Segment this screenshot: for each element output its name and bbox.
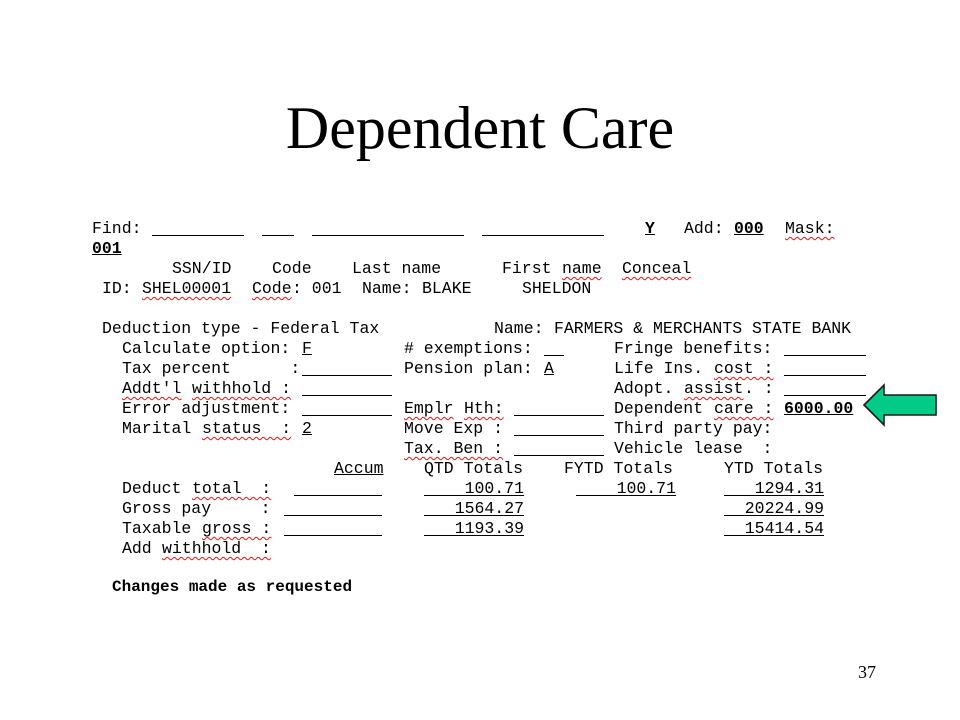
- deduction-type: Deduction type - Federal Tax: [102, 319, 380, 338]
- gross-pay-accum-field[interactable]: [284, 515, 382, 516]
- taxable-label: Taxable: [122, 519, 192, 538]
- marital-label: Marital: [122, 419, 192, 438]
- exemptions-field[interactable]: [544, 355, 564, 356]
- calc-option-label: Calculate option:: [122, 339, 291, 358]
- adopt-assist-field[interactable]: [784, 395, 866, 396]
- col-ssn-id: SSN/ID: [172, 259, 232, 278]
- first-name-value: SHELDON: [522, 279, 592, 298]
- col-last-name: Last name: [352, 259, 442, 278]
- find-flag-value[interactable]: Y: [645, 219, 655, 238]
- id-label: ID:: [102, 279, 132, 298]
- find-field-2[interactable]: [262, 235, 294, 236]
- status-message: Changes made as requested: [112, 578, 353, 596]
- add-withhold-label: Add: [122, 539, 152, 558]
- header-ytd: YTD Totals: [724, 459, 824, 478]
- calc-option-value[interactable]: F: [302, 339, 312, 358]
- add-label: Add:: [684, 219, 724, 238]
- addtl-label: Addt'l: [122, 379, 182, 398]
- payee-label: Name:: [494, 319, 544, 338]
- header-fytd: FYTD Totals: [564, 459, 673, 478]
- left-arrow-icon: [862, 383, 938, 427]
- tax-ben-label: Tax. Ben :: [404, 439, 504, 458]
- deduct-fytd: 100.71: [616, 479, 676, 498]
- page-number: 37: [858, 662, 876, 682]
- deduct-qtd: 100.71: [464, 479, 524, 498]
- addtl-withhold-field[interactable]: [302, 395, 392, 396]
- move-exp-field[interactable]: [514, 435, 604, 436]
- deduct-accum-field[interactable]: [294, 495, 382, 496]
- adopt-suffix: . :: [744, 379, 774, 398]
- find-field-3[interactable]: [312, 235, 464, 236]
- vehicle-lease-label: Vehicle lease :: [614, 439, 773, 458]
- payee-value: FARMERS & MERCHANTS STATE BANK: [554, 319, 852, 338]
- care-label: care :: [714, 399, 774, 418]
- col-code: Code: [272, 259, 312, 278]
- header-accum: Accum: [334, 459, 384, 478]
- emplr-label: Emplr: [404, 399, 454, 418]
- life-ins-field[interactable]: [784, 375, 866, 376]
- tax-percent-field[interactable]: [302, 375, 392, 376]
- add-withhold-word: withhold :: [162, 539, 271, 558]
- dependent-care-value[interactable]: 6000.00: [784, 399, 854, 418]
- gross-pay-ytd: 20224.99: [744, 499, 824, 518]
- find-field-4[interactable]: [482, 235, 604, 236]
- last-name-value: BLAKE: [422, 279, 472, 298]
- taxable-qtd: 1193.39: [454, 519, 524, 538]
- deduct-label: Deduct: [122, 479, 182, 498]
- find-label: Find:: [92, 219, 142, 238]
- add-value[interactable]: 000: [734, 219, 764, 238]
- assist-label: assist: [684, 379, 744, 398]
- adopt-label: Adopt.: [614, 379, 674, 398]
- fringe-field[interactable]: [784, 355, 866, 356]
- code-label: Code: [252, 279, 292, 298]
- emplr-hth-field[interactable]: [514, 415, 604, 416]
- cost-label: cost :: [714, 359, 774, 378]
- tax-ben-field[interactable]: [514, 455, 604, 456]
- col-name: name: [562, 259, 602, 278]
- status-label: status :: [202, 419, 292, 438]
- total-label: total :: [192, 479, 272, 498]
- life-ins-label: Life Ins.: [614, 359, 704, 378]
- exemptions-label: # exemptions:: [404, 339, 533, 358]
- mask-label: Mask:: [785, 219, 835, 238]
- header-qtd: QTD Totals: [424, 459, 524, 478]
- third-party-label: Third party pay:: [614, 419, 773, 438]
- dependent-label: Dependent: [614, 399, 704, 418]
- marital-value[interactable]: 2: [302, 419, 312, 438]
- move-exp-label: Move Exp :: [404, 419, 504, 438]
- id-value[interactable]: SHEL00001: [142, 279, 232, 298]
- code-value: : 001: [292, 279, 342, 298]
- pension-label: Pension plan:: [404, 359, 533, 378]
- find-field-1[interactable]: [152, 235, 244, 236]
- gross-pay-label: Gross pay :: [122, 499, 271, 518]
- error-adj-field[interactable]: [302, 415, 392, 416]
- taxable-ytd: 15414.54: [744, 519, 824, 538]
- name-label: Name:: [362, 279, 412, 298]
- gross-label: gross :: [202, 519, 272, 538]
- col-first: First: [502, 259, 552, 278]
- error-adj-label: Error adjustment:: [122, 399, 291, 418]
- hth-label: Hth:: [464, 399, 504, 418]
- mask-value[interactable]: 001: [92, 239, 122, 258]
- taxable-accum-field[interactable]: [284, 535, 382, 536]
- pension-value[interactable]: A: [544, 359, 554, 378]
- withhold-label: withhold :: [192, 379, 292, 398]
- gross-pay-qtd: 1564.27: [454, 499, 524, 518]
- deduct-ytd: 1294.31: [754, 479, 824, 498]
- col-conceal: Conceal: [622, 259, 692, 278]
- slide-title: Dependent Care: [285, 95, 675, 161]
- tax-percent-label: Tax percent :: [122, 359, 301, 378]
- fringe-label: Fringe benefits:: [614, 339, 773, 358]
